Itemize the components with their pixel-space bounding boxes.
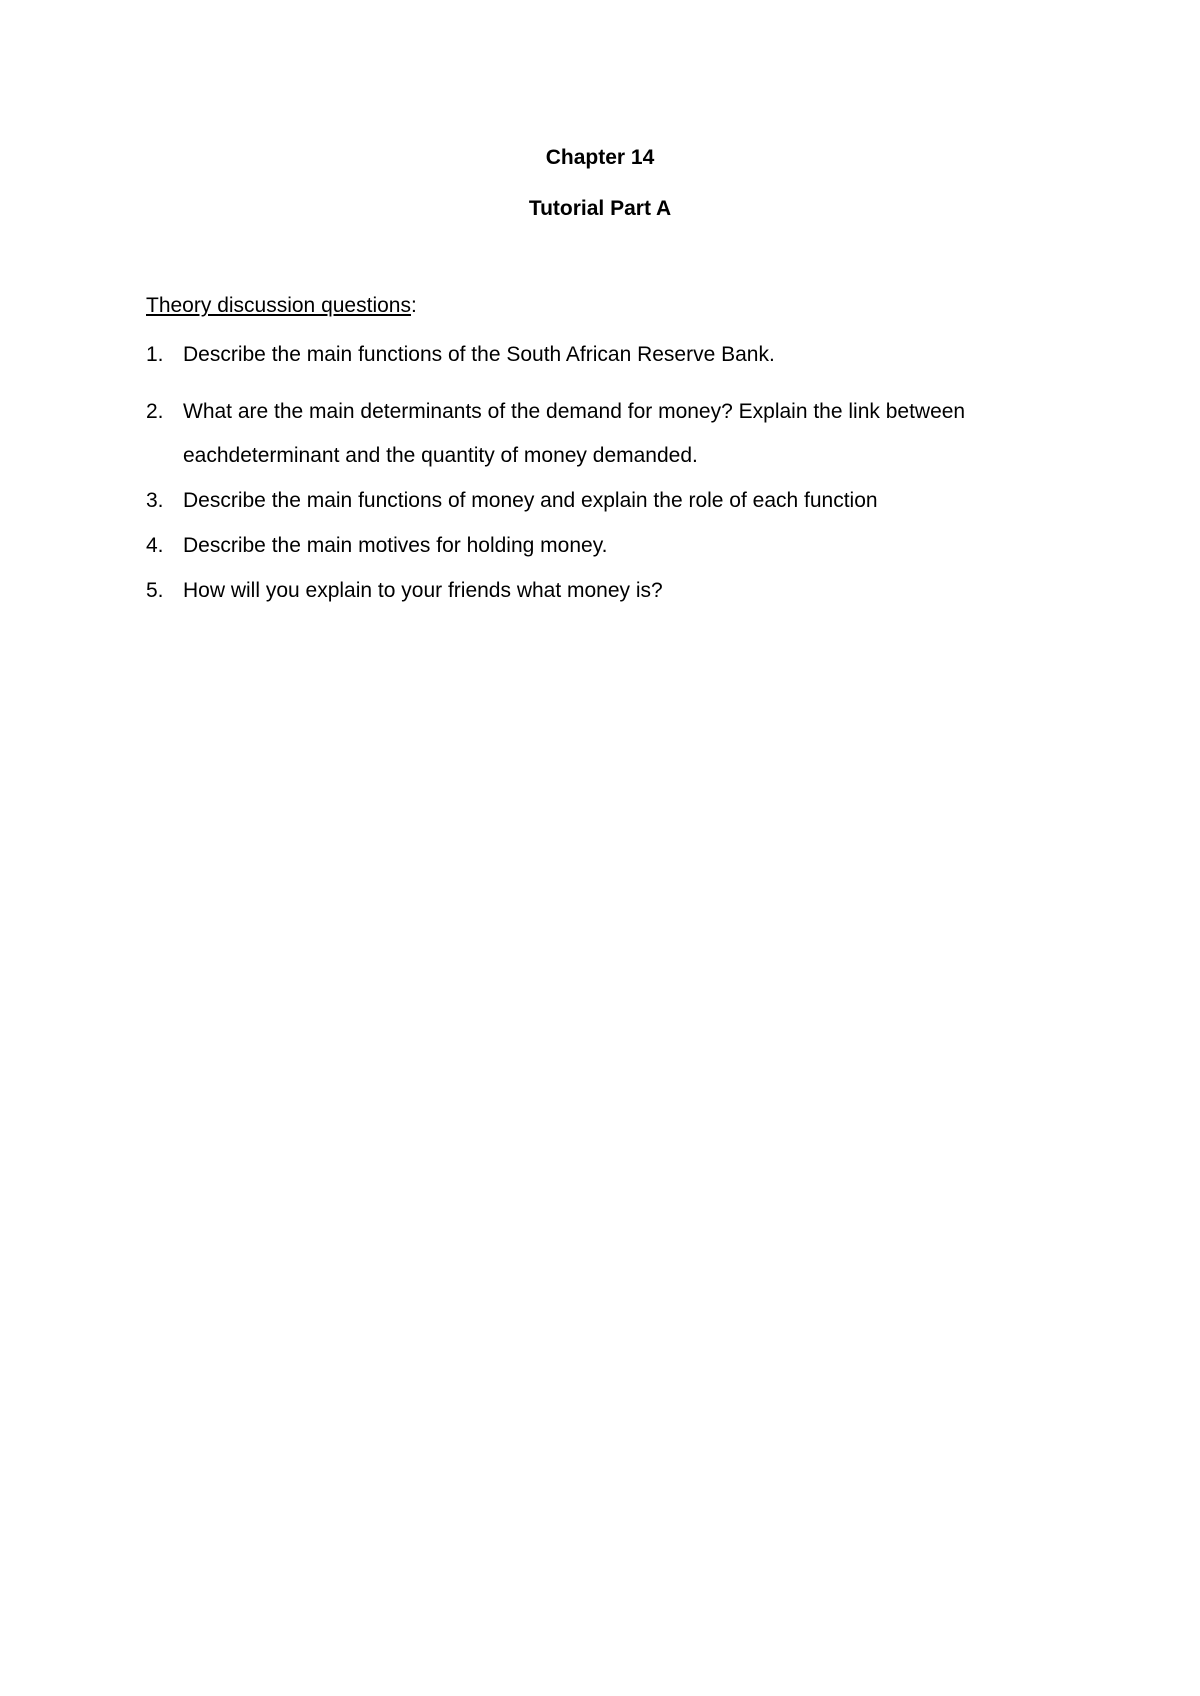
chapter-title: Chapter 14 [545, 146, 655, 169]
section-label-text: Theory discussion questions [146, 294, 411, 317]
question-number: 3. [146, 489, 164, 512]
question-text-continued: eachdeterminant and the quantity of money demanded. [183, 444, 698, 467]
question-number: 2. [146, 400, 164, 423]
question-text: How will you explain to your friends what money is? [183, 579, 663, 602]
section-label-colon: : [410, 294, 417, 317]
question-text: Describe the main motives for holding money. [183, 534, 608, 557]
question-number: 5. [146, 579, 164, 602]
question-text: Describe the main functions of the South African Reserve Bank. [183, 343, 775, 366]
question-text: What are the main determinants of the demand for money? Explain the link between [183, 400, 966, 423]
tutorial-subtitle: Tutorial Part A [528, 197, 672, 220]
question-number: 4. [146, 534, 164, 557]
question-number: 1. [146, 343, 164, 366]
question-text: Describe the main functions of money and explain the role of each function [183, 489, 878, 512]
section-label [146, 293, 417, 319]
